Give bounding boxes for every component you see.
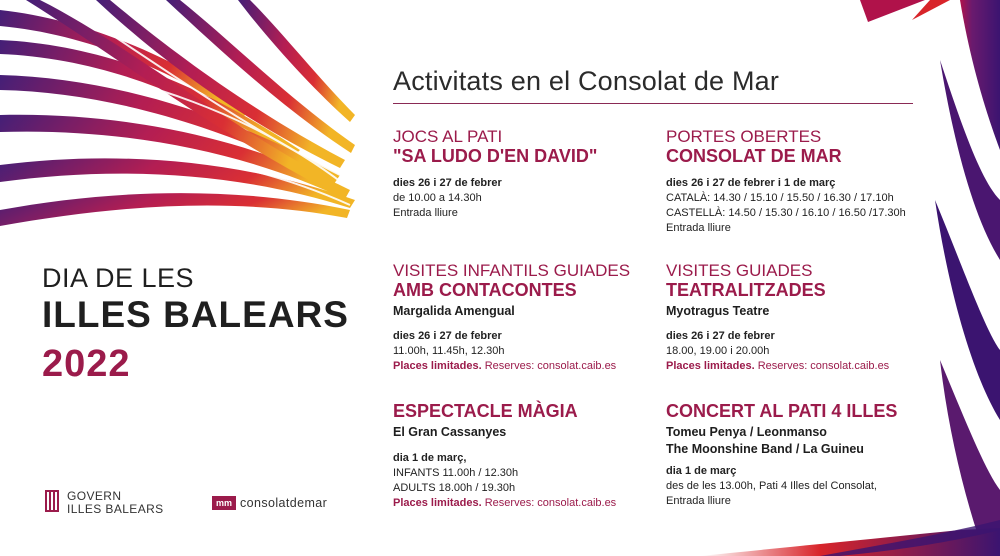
event-title-bold: "SA LUDO D'EN DAVID" bbox=[393, 146, 598, 166]
event-dates: dies 26 i 27 de febrer bbox=[393, 177, 502, 189]
event-times-infants: INFANTS 11.00h / 12.30h bbox=[393, 467, 519, 479]
event-title-bold: ESPECTACLE MÀGIA bbox=[393, 401, 578, 421]
event-performer-1: Tomeu Penya / Leonmanso bbox=[666, 425, 827, 439]
reservation-link[interactable]: Reserves: consolat.caib.es bbox=[757, 360, 890, 372]
govern-name-line1: GOVERN bbox=[67, 489, 122, 503]
event-entry: Entrada lliure bbox=[666, 495, 731, 507]
event-times-catala: CATALÀ: 14.30 / 15.10 / 15.50 / 16.30 / 17.10h bbox=[666, 192, 894, 204]
event-concert bbox=[666, 401, 897, 509]
event-title-light: VISITES INFANTILS GUIADES bbox=[393, 261, 631, 280]
event-time: de 10.00 a 14.30h bbox=[393, 192, 482, 204]
event-performer: Myotragus Teatre bbox=[666, 304, 770, 318]
event-dates: dia 1 de març bbox=[666, 465, 737, 477]
govern-emblem-icon bbox=[45, 490, 59, 512]
reservation-link[interactable]: Reserves: consolat.caib.es bbox=[484, 360, 617, 372]
event-title-line1: DIA DE LES bbox=[42, 263, 195, 293]
event-title-bold: CONSOLAT DE MAR bbox=[666, 146, 842, 166]
places-limited: Places limitades. bbox=[666, 360, 755, 372]
event-magia bbox=[393, 401, 616, 511]
event-entry: Entrada lliure bbox=[393, 207, 458, 219]
event-title-line2: ILLES BALEARS bbox=[42, 294, 349, 335]
event-dates: dies 26 i 27 de febrer bbox=[666, 330, 775, 342]
event-title-light: VISITES GUIADES bbox=[666, 261, 813, 280]
event-year: 2022 bbox=[42, 343, 131, 385]
title-divider bbox=[393, 103, 913, 104]
places-limited: Places limitades. bbox=[393, 360, 482, 372]
event-times-adults: ADULTS 18.00h / 19.30h bbox=[393, 482, 516, 494]
page-title: Activitats en el Consolat de Mar bbox=[393, 66, 780, 96]
event-performer: Margalida Amengual bbox=[393, 304, 515, 318]
event-infantils bbox=[393, 261, 630, 374]
event-title-bold: AMB CONTACONTES bbox=[393, 280, 577, 300]
event-time: des de les 13.00h, Pati 4 Illes del Consolat, bbox=[666, 480, 877, 492]
left-ribbon-bundle bbox=[0, 0, 355, 226]
reservation-link[interactable]: Reserves: consolat.caib.es bbox=[484, 497, 617, 509]
event-title-light: JOCS AL PATI bbox=[393, 127, 503, 146]
govern-name-line2: ILLES BALEARS bbox=[67, 502, 164, 516]
event-title-bold: TEATRALITZADES bbox=[666, 280, 826, 300]
event-jocs bbox=[393, 127, 597, 221]
event-performer: El Gran Cassanyes bbox=[393, 425, 507, 439]
event-times: 18.00, 19.00 i 20.00h bbox=[666, 345, 770, 357]
consolat-name: consolatdemar bbox=[240, 496, 328, 510]
event-entry: Entrada lliure bbox=[666, 222, 731, 234]
event-title-bold: CONCERT AL PATI 4 ILLES bbox=[666, 401, 898, 421]
event-dates: dies 26 i 27 de febrer i 1 de març bbox=[666, 177, 836, 189]
bottom-ribbon-bundle bbox=[700, 520, 1000, 556]
places-limited: Places limitades. bbox=[393, 497, 482, 509]
event-title-light: PORTES OBERTES bbox=[666, 127, 822, 146]
event-portes bbox=[666, 127, 906, 236]
event-times-castella: CASTELLÀ: 14.50 / 15.30 / 16.10 / 16.50 /17.30h bbox=[666, 207, 906, 219]
event-teatral bbox=[666, 261, 889, 374]
event-dates: dia 1 de març, bbox=[393, 452, 467, 464]
event-times: 11.00h, 11.45h, 12.30h bbox=[393, 345, 505, 357]
event-dates: dies 26 i 27 de febrer bbox=[393, 330, 502, 342]
event-performer-2: The Moonshine Band / La Guineu bbox=[666, 442, 864, 456]
consolat-mark-icon: mm bbox=[212, 496, 236, 510]
